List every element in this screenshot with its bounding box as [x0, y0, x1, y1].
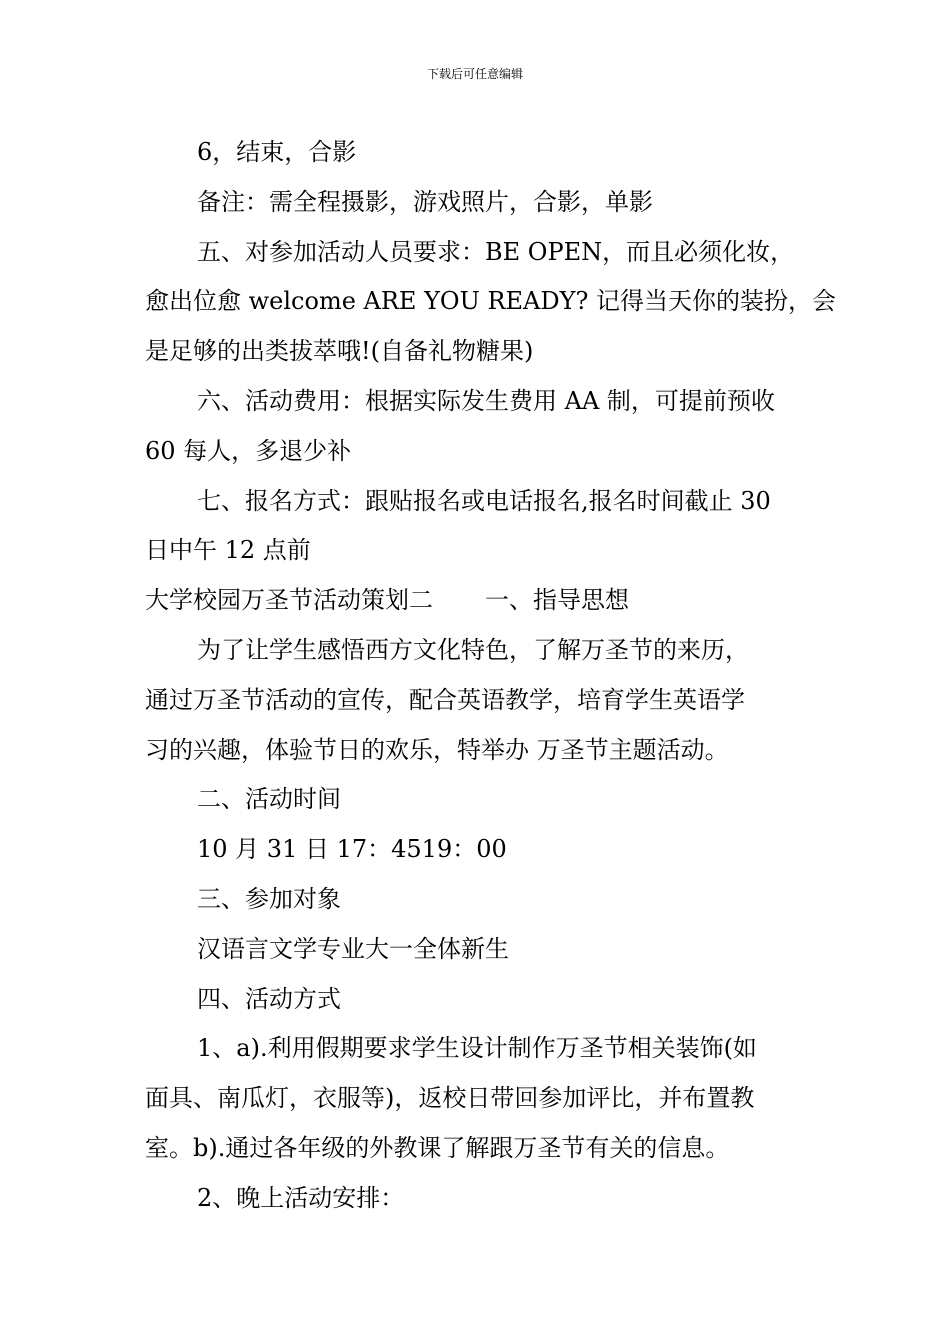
text-line: 通过万圣节活动的宣传，配合英语教学，培育学生英语学 [145, 685, 745, 714]
text-line: 室。b).通过各年级的外教课了解跟万圣节有关的信息。 [145, 1133, 730, 1162]
text-line: 6，结束，合影 [197, 138, 357, 166]
text-line: 四、活动方式 [197, 984, 341, 1013]
text-line: 1、a).利用假期要求学生设计制作万圣节相关装饰(如 [197, 1034, 757, 1063]
text-line: 二、活动时间 [197, 785, 341, 814]
text-line: 汉语言文学专业大一全体新生 [197, 934, 509, 963]
text-line: 60 每人，多退少补 [145, 436, 352, 465]
text-line: 习的兴趣，体验节日的欢乐，特举办 万圣节主题活动。 [145, 735, 729, 764]
text-line: 备注：需全程摄影，游戏照片，合影，单影 [197, 187, 653, 216]
section-heading: 一、指导思想 [485, 586, 629, 615]
text-line: 五、对参加活动人员要求：BE OPEN，而且必须化妆， [197, 237, 795, 266]
text-line: 2、晚上活动安排： [197, 1183, 405, 1212]
page-header: 下载后可任意编辑 [426, 67, 523, 81]
text-line: 10 月 31 日 17：4519：00 [197, 835, 507, 864]
text-line: 面具、南瓜灯，衣服等)，返校日带回参加评比，并布置教 [145, 1084, 755, 1113]
text-line: 愈出位愈 welcome ARE YOU READY? 记得当天你的装扮，会 [145, 287, 836, 316]
text-line: 三、参加对象 [197, 884, 341, 913]
text-line: 日中午 12 点前 [145, 536, 311, 565]
text-line: 六、活动费用：根据实际发生费用 AA 制，可提前预收 [197, 386, 775, 415]
text-line: 为了让学生感悟西方文化特色，了解万圣节的来历， [197, 635, 749, 664]
text-line: 是足够的出类拔萃哦!(自备礼物糖果) [145, 337, 534, 366]
section-title-line [145, 576, 810, 626]
document-body [145, 128, 836, 1224]
text-line: 七、报名方式：跟贴报名或电话报名,报名时间截止 30 [197, 486, 771, 515]
section-title: 大学校园万圣节活动策划二 [145, 586, 433, 615]
